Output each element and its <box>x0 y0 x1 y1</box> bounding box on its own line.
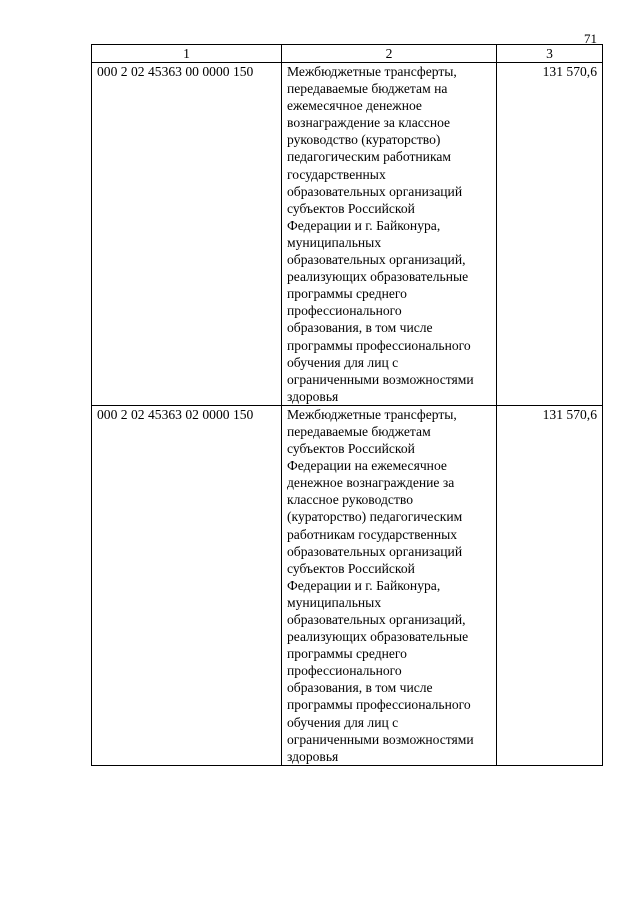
description-line: субъектов Российской <box>287 441 415 457</box>
description-cell <box>282 405 497 765</box>
description-line: классное руководство <box>287 492 414 508</box>
description-line: передаваемые бюджетам <box>287 423 431 439</box>
header-row <box>92 45 603 63</box>
column-header-3: 3 <box>497 45 603 63</box>
description-line: профессионального <box>287 663 402 679</box>
description-line: программы профессионального <box>287 337 471 353</box>
description-line: муниципальных <box>287 594 382 610</box>
table-row <box>92 405 603 765</box>
description-line: обучения для лиц с <box>287 354 399 370</box>
description-line: программы среднего <box>287 646 407 662</box>
table-row <box>92 63 603 406</box>
description-line: здоровья <box>287 388 339 404</box>
description-line: руководство (кураторство) <box>287 132 441 148</box>
description-line: реализующих образовательные <box>287 629 469 645</box>
description-line: образовательных организаций <box>287 543 463 559</box>
amount-cell: 131 570,6 <box>497 405 603 765</box>
description-line: образовательных организаций, <box>287 612 466 627</box>
description-line: программы среднего <box>287 286 407 302</box>
budget-code-cell: 000 2 02 45363 02 0000 150 <box>92 405 282 765</box>
description-line: Федерации и г. Байконура, <box>287 577 441 593</box>
description-cell <box>282 63 497 406</box>
description-line: обучения для лиц с <box>287 714 399 730</box>
description-line: субъектов Российской <box>287 560 415 576</box>
description-line: программы профессионального <box>287 697 471 713</box>
description-line: Межбюджетные трансферты, <box>287 64 457 79</box>
description-line: здоровья <box>287 748 339 764</box>
description-line: Федерации и г. Байконура, <box>287 217 441 233</box>
description-line: Федерации на ежемесячное <box>287 458 447 474</box>
description-line: (кураторство) педагогическим <box>287 509 463 525</box>
column-header-2: 2 <box>282 45 497 63</box>
table-body <box>92 63 603 766</box>
description-line: ежемесячное денежное <box>287 98 422 114</box>
page-number: 71 <box>584 31 597 46</box>
description-line: вознаграждение за классное <box>287 115 451 131</box>
description-line: реализующих образовательные <box>287 269 469 285</box>
column-header-1: 1 <box>92 45 282 63</box>
description-line: денежное вознаграждение за <box>287 475 455 491</box>
description-line: государственных <box>287 166 386 182</box>
description-line: субъектов Российской <box>287 200 415 216</box>
description-line: муниципальных <box>287 234 382 250</box>
description-line: образовательных организаций, <box>287 252 466 268</box>
description-line: ограниченными возможностями <box>287 371 474 387</box>
description-line: профессионального <box>287 303 402 319</box>
description-line: педагогическим работникам <box>287 149 451 165</box>
budget-code-cell: 000 2 02 45363 00 0000 150 <box>92 63 282 406</box>
description-line: Межбюджетные трансферты, <box>287 406 457 422</box>
table-header <box>92 45 603 63</box>
description-line: образовательных организаций <box>287 183 463 199</box>
budget-table <box>91 44 603 766</box>
description-line: образования, в том числе <box>287 680 433 696</box>
description-line: образования, в том числе <box>287 320 433 336</box>
amount-cell: 131 570,6 <box>497 63 603 406</box>
description-line: работникам государственных <box>287 526 458 542</box>
description-line: ограниченными возможностями <box>287 731 474 747</box>
description-line: передаваемые бюджетам на <box>287 81 448 97</box>
